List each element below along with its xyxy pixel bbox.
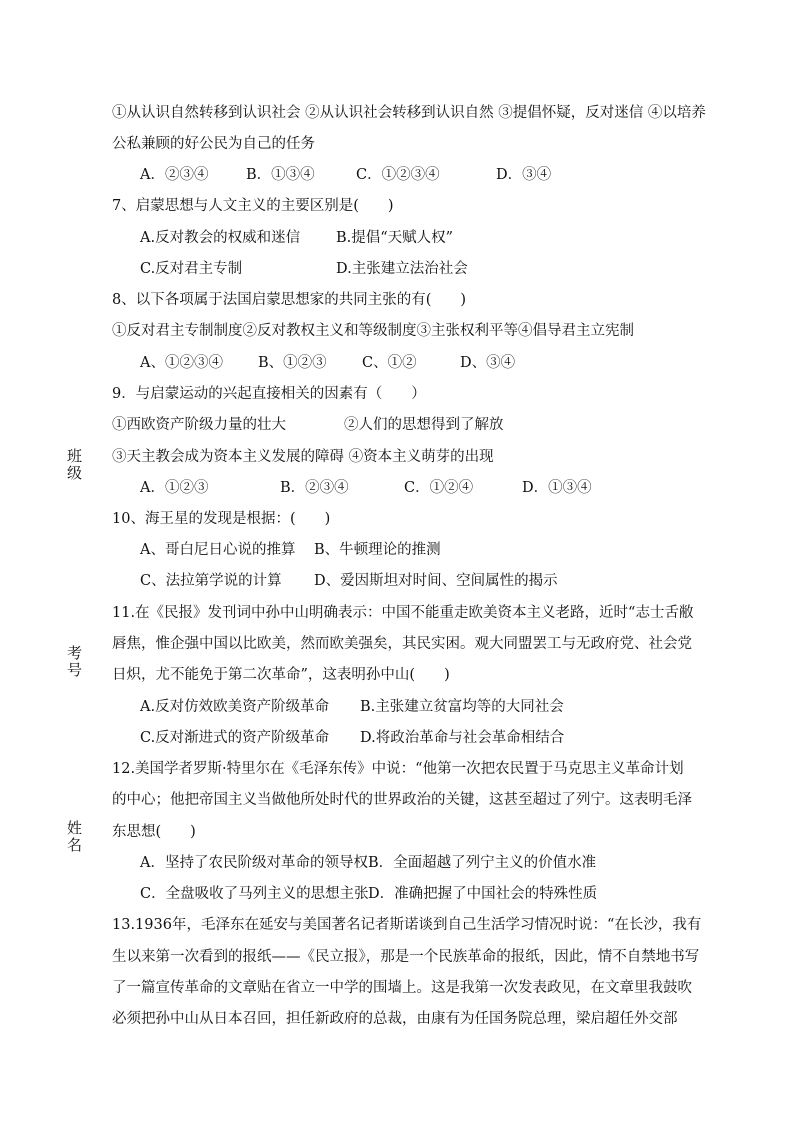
q12-stem-line1: 12.美国学者罗斯·特里尔在《毛泽东传》中说：“他第一次把农民置于马克思主义革命计划 [112, 761, 684, 777]
q12-option-c[interactable]: C．全盘吸收了马列主义的思想主张 [140, 886, 369, 902]
side-label-class: 班级 [65, 448, 83, 482]
q7-option-a[interactable]: A.反对教会的权威和迷信 [140, 230, 301, 246]
side-label-exam-number: 考号 [65, 645, 83, 679]
q9-statement-a: ①西欧资产阶级力量的壮大 [112, 417, 286, 433]
q12-option-b[interactable]: B．全面超越了列宁主义的价值水准 [368, 855, 597, 871]
q12-stem-line2: 的中心；他把帝国主义当做他所处时代的世界政治的关键，这甚至超过了列宁。这表明毛泽 [112, 792, 692, 808]
q6-option-a[interactable]: A．②③④ [140, 167, 209, 183]
q7-option-d[interactable]: D.主张建立法治社会 [336, 261, 468, 277]
q10-option-c[interactable]: C、法拉第学说的计算 [140, 573, 282, 589]
q6-statement-line2: 公私兼顾的好公民为自己的任务 [112, 136, 315, 152]
q7-stem: 7、启蒙思想与人文主义的主要区别是( ) [112, 198, 394, 214]
q9-stem: 9．与启蒙运动的兴起直接相关的因素有（ ） [112, 386, 426, 402]
q9-statement-line2: ③天主教会成为资本主义发展的障碍 ④资本主义萌芽的出现 [112, 449, 494, 465]
q13-line2: 生以来第一次看到的报纸——《民立报》，那是一个民族革命的报纸，因此，情不自禁地书写 [112, 949, 700, 965]
q8-option-d[interactable]: D、③④ [460, 355, 516, 371]
q8-option-a[interactable]: A、①②③④ [140, 355, 223, 371]
q9-option-b[interactable]: B．②③④ [280, 480, 349, 496]
q10-option-d[interactable]: D、爱因斯坦对时间、空间属性的揭示 [314, 573, 558, 589]
q12-option-d[interactable]: D．准确把握了中国社会的特殊性质 [368, 886, 598, 902]
q11-option-c[interactable]: C.反对渐进式的资产阶级革命 [140, 730, 330, 746]
q10-option-b[interactable]: B、牛顿理论的推测 [314, 542, 441, 558]
side-label-name: 姓名 [65, 820, 83, 854]
q8-option-c[interactable]: C、①② [362, 355, 417, 371]
q10-stem: 10、海王星的发现是根据：( ) [112, 511, 331, 527]
q13-line1: 13.1936年，毛泽东在延安与美国著名记者斯诺谈到自己生活学习情况时说：“在长沙，我有 [112, 917, 702, 933]
q6-option-d[interactable]: D．③④ [496, 167, 552, 183]
q8-option-b[interactable]: B、①②③ [258, 355, 327, 371]
q9-option-d[interactable]: D．①③④ [522, 480, 592, 496]
q9-statement-b: ②人们的思想得到了解放 [344, 417, 504, 433]
q11-stem-line1: 11.在《民报》发刊词中孙中山明确表示：中国不能重走欧美资本主义老路，近时“志士舌敝 [112, 605, 694, 621]
q11-stem-line3: 日炽，尤不能免于第二次革命”，这表明孙中山( ) [112, 667, 450, 683]
q6-statement-line1: ①从认识自然转移到认识社会 ②从认识社会转移到认识自然 ③提倡怀疑，反对迷信 ④以培养 [112, 105, 706, 121]
q10-option-a[interactable]: A、哥白尼日心说的推算 [140, 542, 296, 558]
q13-line4: 必须把孙中山从日本召回，担任新政府的总裁，由康有为任国务院总理，梁启超任外交部 [112, 1011, 678, 1027]
q12-option-a[interactable]: A．坚持了农民阶级对革命的领导权 [140, 855, 368, 871]
q9-option-c[interactable]: C．①②④ [404, 480, 474, 496]
q9-option-a[interactable]: A．①②③ [140, 480, 209, 496]
q11-option-b[interactable]: B.主张建立贫富均等的大同社会 [360, 699, 564, 715]
q6-option-b[interactable]: B．①③④ [246, 167, 315, 183]
q8-stem: 8、以下各项属于法国启蒙思想家的共同主张的有( ) [112, 292, 467, 308]
q11-option-a[interactable]: A.反对仿效欧美资产阶级革命 [140, 699, 330, 715]
q11-stem-line2: 唇焦，惟企强中国以比欧美，然而欧美强矣，其民实困。观大同盟罢工与无政府党、社会党 [112, 636, 692, 652]
q12-stem-line3: 东思想( ) [112, 824, 196, 840]
q7-option-b[interactable]: B.提倡“天赋人权” [336, 230, 454, 246]
q11-option-d[interactable]: D.将政治革命与社会革命相结合 [360, 730, 565, 746]
q7-option-c[interactable]: C.反对君主专制 [140, 261, 243, 277]
q13-line3: 了一篇宣传革命的文章贴在省立一中学的围墙上。这是我第一次发表政见，在文章里我鼓吹 [112, 980, 692, 996]
q8-statement: ①反对君主专制制度②反对教权主义和等级制度③主张权利平等④倡导君主立宪制 [112, 323, 634, 339]
q6-option-c[interactable]: C．①②③④ [356, 167, 440, 183]
q9-statement-line1 [112, 415, 504, 435]
